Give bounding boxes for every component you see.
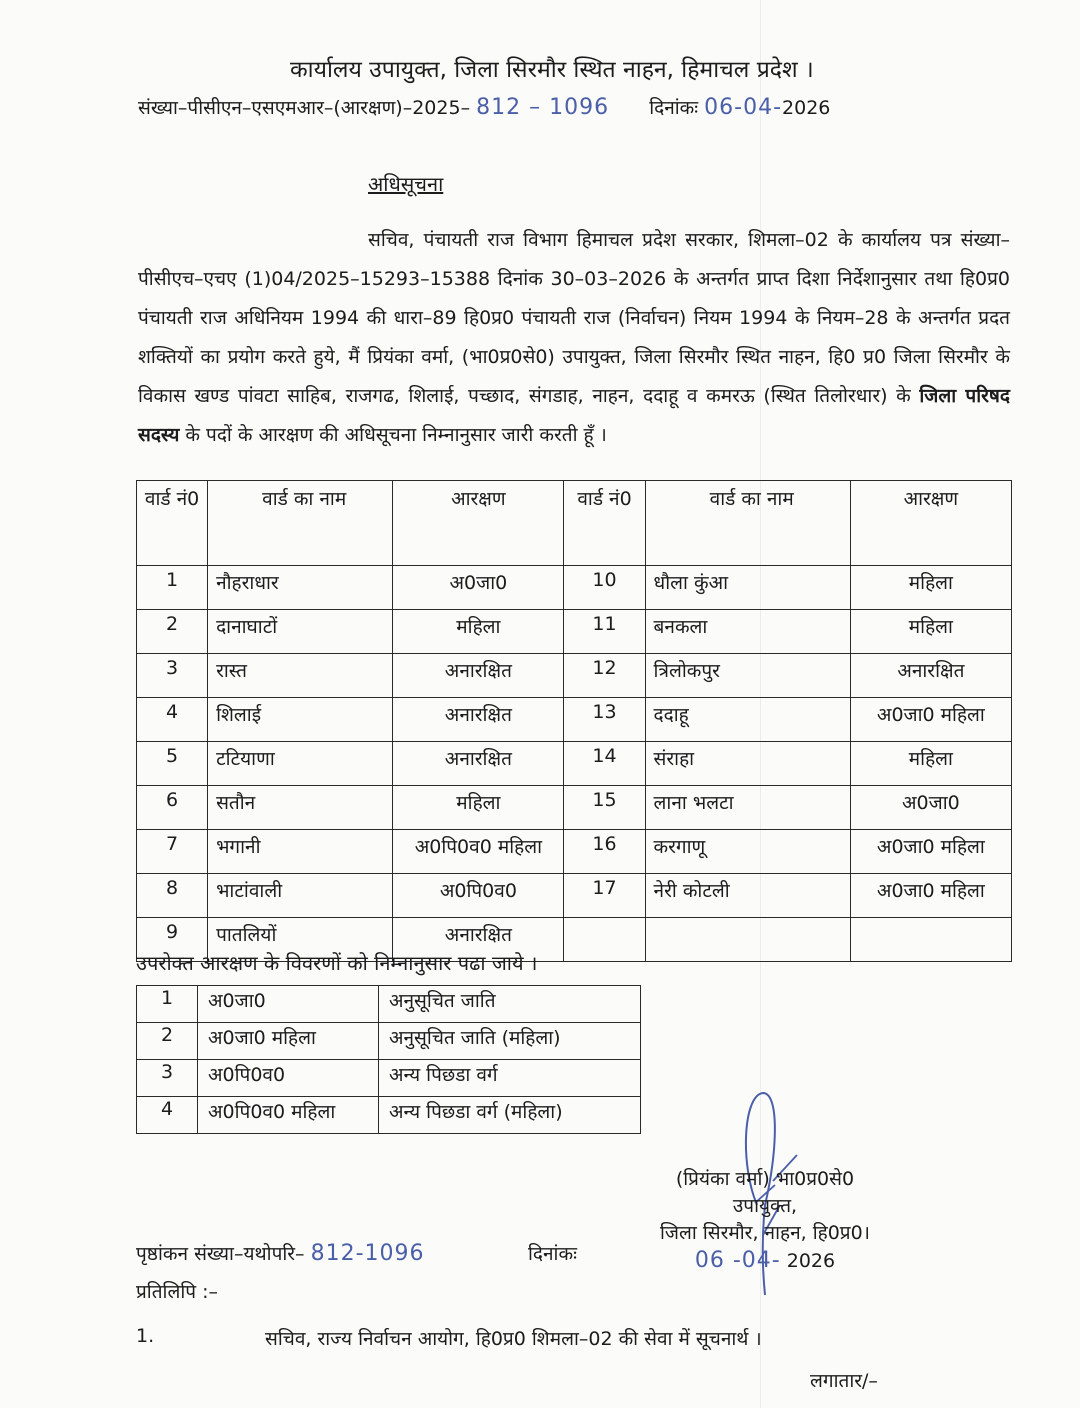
ward-number-cell: 13 — [564, 698, 645, 742]
ward-name-cell: पातलियों — [208, 918, 393, 962]
copy-item-number: 1. — [136, 1325, 155, 1347]
ward-number-cell: 12 — [564, 654, 645, 698]
copy-item-text: सचिव, राज्य निर्वाचन आयोग, हि0प्र0 शिमला–02 की सेवा में सूचनार्थ । — [265, 1328, 762, 1350]
legend-row — [137, 986, 641, 1023]
ward-name-cell: धौला कुंआ — [645, 566, 850, 610]
header-reservation-2: आरक्षण — [850, 481, 1011, 566]
table-row — [137, 654, 1012, 698]
signatory-date-year: 2026 — [786, 1250, 836, 1272]
reservation-cell: अनारक्षित — [393, 698, 564, 742]
table-row — [137, 610, 1012, 654]
table-row — [137, 786, 1012, 830]
reservation-cell — [850, 918, 1011, 962]
table-row — [137, 874, 1012, 918]
ward-number-cell: 11 — [564, 610, 645, 654]
reservation-cell: अ0जा0 महिला — [850, 874, 1011, 918]
date-year: 2026 — [782, 97, 831, 119]
signatory-block — [660, 1166, 870, 1275]
reservation-cell: अ0पि0व0 — [393, 874, 564, 918]
ward-number-cell: 7 — [137, 830, 208, 874]
ward-number-cell: 17 — [564, 874, 645, 918]
body-bold-text: जिला परिषद सदस्य — [138, 385, 1010, 446]
ward-name-cell: त्रिलोकपुर — [645, 654, 850, 698]
legend-code-cell: अ0पि0व0 महिला — [198, 1097, 379, 1134]
ward-number-cell: 10 — [564, 566, 645, 610]
reservation-cell: अनारक्षित — [393, 918, 564, 962]
legend-heading: उपरोक्त आरक्षण के विवरणों को निम्नानुसार पढा जाये । — [136, 951, 538, 975]
ward-name-cell: भगानी — [208, 830, 393, 874]
reservation-cell: महिला — [393, 610, 564, 654]
signatory-name: (प्रियंका वर्मा) भा0प्र0से0 — [675, 1168, 855, 1190]
body-text-2: के पदों के आरक्षण की अधिसूचना निम्नानुसार जारी करती हूँ । — [179, 424, 607, 446]
ward-number-cell: 8 — [137, 874, 208, 918]
legend-number-cell: 1 — [137, 986, 198, 1023]
legend-description-cell: अनुसूचित जाति — [379, 986, 641, 1023]
legend-number-cell: 4 — [137, 1097, 198, 1134]
ward-name-cell: रास्त — [208, 654, 393, 698]
table-row — [137, 566, 1012, 610]
notification-body — [138, 221, 1010, 455]
ward-name-cell: संराहा — [645, 742, 850, 786]
endorsement-handwritten-number: 812-1096 — [310, 1241, 425, 1266]
ward-number-cell: 4 — [137, 698, 208, 742]
ward-name-cell: ददाहू — [645, 698, 850, 742]
reference-line — [138, 94, 830, 120]
ward-number-cell: 9 — [137, 918, 208, 962]
signatory-office: जिला सिरमौर, नाहन, हि0प्र0। — [660, 1222, 870, 1244]
copy-to-label: प्रतिलिपि :– — [136, 1281, 219, 1303]
ward-number-cell: 5 — [137, 742, 208, 786]
reservation-cell: अ0जा0 — [850, 786, 1011, 830]
reservation-cell: महिला — [393, 786, 564, 830]
signatory-handwritten-date: 06 -04- — [694, 1248, 781, 1273]
ward-number-cell: 1 — [137, 566, 208, 610]
reservation-cell: अ0जा0 महिला — [850, 830, 1011, 874]
ward-name-cell: लाना भलटा — [645, 786, 850, 830]
endorsement-label: पृष्ठांकन संख्या–यथोपरि– — [136, 1243, 305, 1265]
legend-row — [137, 1060, 641, 1097]
ward-name-cell: शिलाई — [208, 698, 393, 742]
ward-number-cell: 2 — [137, 610, 208, 654]
header-ward-no: वार्ड नं0 — [137, 481, 208, 566]
reservation-cell: अ0जा0 — [393, 566, 564, 610]
reference-prefix: संख्या–पीसीएन–एसएमआर–(आरक्षण)–2025– — [138, 97, 471, 119]
legend-description-cell: अनुसूचित जाति (महिला) — [379, 1023, 641, 1060]
header-ward-no-2: वार्ड नं0 — [564, 481, 645, 566]
date-label: दिनांकः — [649, 97, 699, 119]
ward-name-cell: करगाणू — [645, 830, 850, 874]
reservation-cell: महिला — [850, 566, 1011, 610]
ward-number-cell: 3 — [137, 654, 208, 698]
legend-code-cell: अ0जा0 महिला — [198, 1023, 379, 1060]
reservation-cell: अनारक्षित — [393, 654, 564, 698]
ward-number-cell: 15 — [564, 786, 645, 830]
ward-number-cell: 14 — [564, 742, 645, 786]
reservation-cell: अ0पि0व0 महिला — [393, 830, 564, 874]
body-text-1: सचिव, पंचायती राज विभाग हिमाचल प्रदेश सरकार, शिमला–02 के कार्यालय पत्र संख्या–पीसीएच–एचए (1)04/2025–15293–15388 दिनांक 30–03–2026 के अन्तर्गत प्राप्त दिशा निर्देशानुसार तथा हि0प्र0 पंचायती राज अधिनियम 1994 की धारा–89 हि0प्र0 पंचायती राज (निर्वाचन) नियम 1994 के नियम–28 के अन्तर्गत प्रदत शक्तियों का प्रयोग करते हुये, मैं प्रियंका वर्मा, (भा0प्र0से0) उपायुक्त, जिला सिरमौर स्थित नाहन, हि0 प्र0 जिला सिरमौर के विकास खण्ड पांवटा साहिब, राजगढ, शिलाई, पच्छाद, संगडाह, नाहन, ददाहू व कमरऊ (स्थित तिलोरधार) के — [138, 229, 1010, 407]
header-reservation: आरक्षण — [393, 481, 564, 566]
header-ward-name: वार्ड का नाम — [208, 481, 393, 566]
ward-name-cell: नौहराधार — [208, 566, 393, 610]
reservation-cell: अनारक्षित — [393, 742, 564, 786]
table-row — [137, 830, 1012, 874]
handwritten-reference-number: 812 – 1096 — [476, 95, 610, 120]
table-row — [137, 698, 1012, 742]
legend-number-cell: 3 — [137, 1060, 198, 1097]
reservation-cell: अ0जा0 महिला — [850, 698, 1011, 742]
notification-title: अधिसूचना — [368, 172, 444, 196]
table-row — [137, 742, 1012, 786]
ward-name-cell: सतौन — [208, 786, 393, 830]
header-ward-name-2: वार्ड का नाम — [645, 481, 850, 566]
ward-number-cell: 16 — [564, 830, 645, 874]
reservation-cell: महिला — [850, 610, 1011, 654]
legend-description-cell: अन्य पिछडा वर्ग (महिला) — [379, 1097, 641, 1134]
office-heading: कार्यालय उपायुक्त, जिला सिरमौर स्थित नाहन, हिमाचल प्रदेश । — [290, 57, 814, 83]
legend-code-cell: अ0पि0व0 — [198, 1060, 379, 1097]
legend-row — [137, 1097, 641, 1134]
table-header-row — [137, 481, 1012, 566]
ward-name-cell: दानाघाटों — [208, 610, 393, 654]
ward-name-cell — [645, 918, 850, 962]
legend-row — [137, 1023, 641, 1060]
endorsement-date-label: दिनांकः — [528, 1243, 577, 1265]
reservation-cell: महिला — [850, 742, 1011, 786]
ward-name-cell: नेरी कोटली — [645, 874, 850, 918]
ward-name-cell: टटियाणा — [208, 742, 393, 786]
ward-number-cell: 6 — [137, 786, 208, 830]
ward-number-cell — [564, 918, 645, 962]
legend-code-cell: अ0जा0 — [198, 986, 379, 1023]
endorsement-line — [136, 1240, 425, 1266]
ward-name-cell: भाटांवाली — [208, 874, 393, 918]
handwritten-date: 06-04- — [704, 95, 783, 120]
continued-label: लगातार/– — [810, 1370, 878, 1392]
signatory-designation: उपायुक्त, — [732, 1195, 798, 1217]
legend-table — [136, 985, 641, 1134]
legend-description-cell: अन्य पिछडा वर्ग — [379, 1060, 641, 1097]
legend-number-cell: 2 — [137, 1023, 198, 1060]
reservation-cell: अनारक्षित — [850, 654, 1011, 698]
reservation-table — [136, 480, 1012, 962]
ward-name-cell: बनकला — [645, 610, 850, 654]
